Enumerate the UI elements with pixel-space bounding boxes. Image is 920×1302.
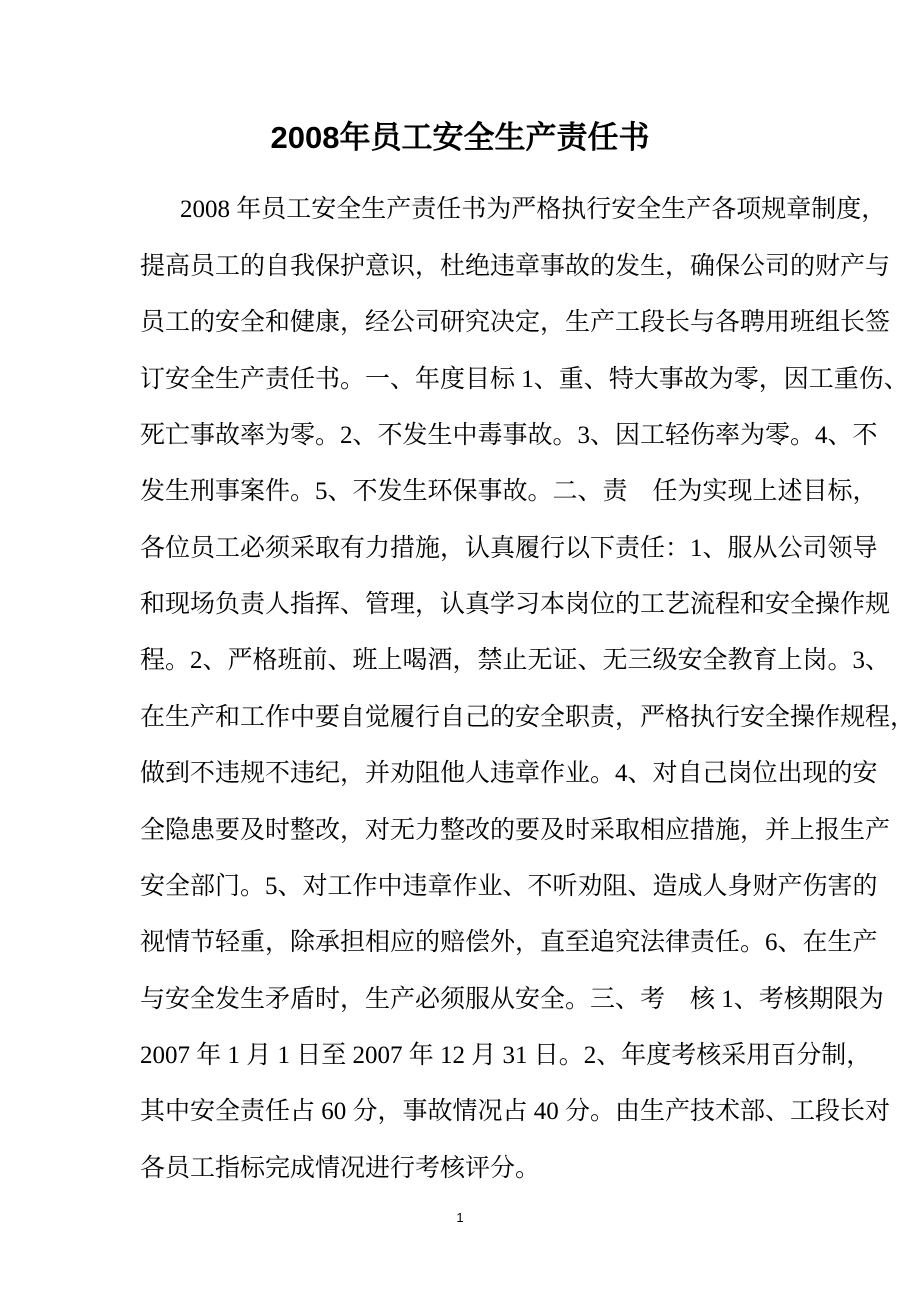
body-line: 发生刑事案件。5、不发生环保事故。二、责 任为实现上述目标， bbox=[140, 478, 878, 505]
body-line: 程。2、严格班前、班上喝酒，禁止无证、无三级安全教育上岗。3、 bbox=[140, 647, 891, 674]
body-line: 2008 年员工安全生产责任书为严格执行安全生产各项规章制度， bbox=[180, 196, 887, 223]
page-number: 1 bbox=[456, 1210, 464, 1225]
body-line: 在生产和工作中要自觉履行自己的安全职责，严格执行安全操作规程， bbox=[140, 704, 916, 731]
body-line: 和现场负责人指挥、管理，认真学习本岗位的工艺流程和安全操作规 bbox=[140, 591, 891, 618]
body-line: 安全部门。5、对工作中违章作业、不听劝阻、造成人身财产伤害的 bbox=[140, 873, 878, 900]
body-line: 各位员工必须采取有力措施，认真履行以下责任：1、服从公司领导 bbox=[140, 535, 878, 562]
body-line: 订安全生产责任书。一、年度目标 1、重、特大事故为零，因工重伤、 bbox=[140, 366, 909, 393]
body-line: 提高员工的自我保护意识，杜绝违章事故的发生，确保公司的财产与 bbox=[140, 253, 891, 280]
body-line: 员工的安全和健康，经公司研究决定，生产工段长与各聘用班组长签 bbox=[140, 309, 891, 336]
body-line: 做到不违规不违纪，并劝阻他人违章作业。4、对自己岗位出现的安 bbox=[140, 760, 878, 787]
body-line: 2007 年 1 月 1 日至 2007 年 12 月 31 日。2、年度考核采用百分制， bbox=[140, 1042, 872, 1069]
body-line: 各员工指标完成情况进行考核评分。 bbox=[140, 1155, 541, 1182]
body-line: 全隐患要及时整改，对无力整改的要及时采取相应措施，并上报生产 bbox=[140, 817, 891, 844]
document-title: 2008年员工安全生产责任书 bbox=[270, 120, 650, 155]
body-line: 死亡事故率为零。2、不发生中毒事故。3、因工轻伤率为零。4、不 bbox=[140, 422, 878, 449]
body-line: 与安全发生矛盾时，生产必须服从安全。三、考 核 1、考核期限为 bbox=[140, 986, 884, 1013]
body-line: 其中安全责任占 60 分，事故情况占 40 分。由生产技术部、工段长对 bbox=[140, 1098, 891, 1125]
body-line: 视情节轻重，除承担相应的赔偿外，直至追究法律责任。6、在生产 bbox=[140, 929, 878, 956]
